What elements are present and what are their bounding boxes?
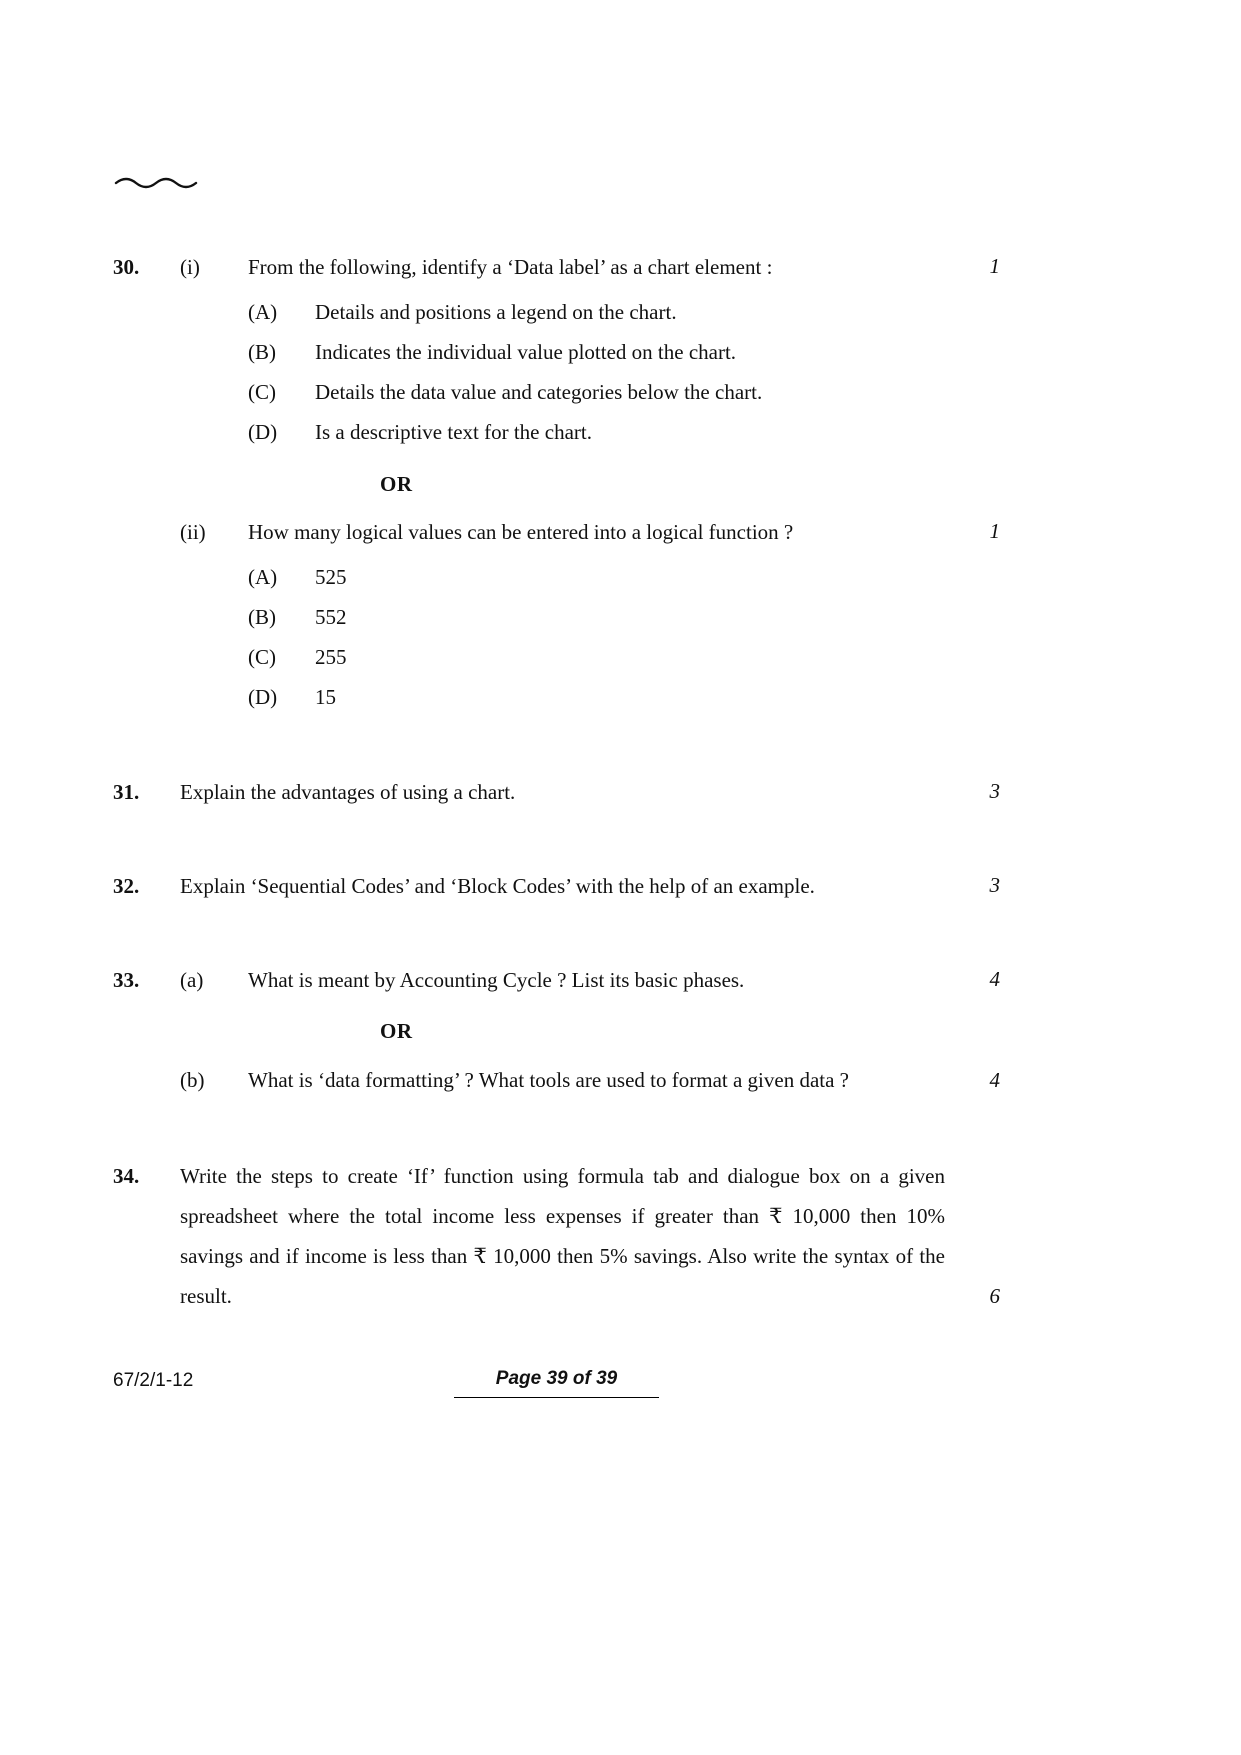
option-text: Indicates the individual value plotted on the chart. <box>315 340 737 364</box>
options-list <box>248 292 1000 452</box>
question-30-part-ii <box>113 513 1000 717</box>
question-32 <box>113 867 1000 905</box>
question-30-part-i <box>113 248 1000 452</box>
question-text: From the following, identify a ‘Data label’ as a chart element : <box>248 255 773 279</box>
option-label: (D) <box>248 685 278 709</box>
question-31 <box>113 773 1000 811</box>
page-footer <box>113 1368 1000 1398</box>
question-number: 31. <box>113 780 140 804</box>
marks-value: 6 <box>989 1284 1000 1308</box>
or-separator: OR <box>380 472 413 496</box>
option-b <box>248 332 1000 372</box>
question-number: 34. <box>113 1164 140 1188</box>
question-number: 30. <box>113 255 140 279</box>
part-label: (a) <box>180 968 204 992</box>
option-a <box>248 292 1000 332</box>
option-text: 255 <box>315 645 347 669</box>
question-text: How many logical values can be entered into a logical function ? <box>248 520 794 544</box>
question-text: Write the steps to create ‘If’ function using formula tab and dialogue box on a given spreadsheet where the total income less expenses if greater than ₹ 10,000 then 10% savings and if income is less than ₹ 10,000 then 5% savings. Also write the syntax of the result. <box>180 1164 945 1308</box>
page-number: Page 39 of 39 <box>454 1368 659 1398</box>
marks-value: 3 <box>989 779 1000 803</box>
question-text: Explain the advantages of using a chart. <box>180 780 516 804</box>
marks-value: 4 <box>989 1068 1000 1092</box>
marks-value: 1 <box>989 254 1000 278</box>
option-label: (C) <box>248 645 276 669</box>
question-number: 33. <box>113 968 140 992</box>
option-text: 525 <box>315 565 347 589</box>
question-text: Explain ‘Sequential Codes’ and ‘Block Codes’ with the help of an example. <box>180 874 815 898</box>
option-b <box>248 597 1000 637</box>
option-label: (B) <box>248 605 276 629</box>
options-list <box>248 557 1000 717</box>
option-label: (A) <box>248 565 278 589</box>
option-d <box>248 412 1000 452</box>
marks-value: 1 <box>989 519 1000 543</box>
or-separator: OR <box>380 1019 413 1043</box>
exam-page-content <box>113 0 1000 1316</box>
option-text: Details and positions a legend on the chart. <box>315 300 677 324</box>
option-c <box>248 372 1000 412</box>
option-text: 15 <box>315 685 336 709</box>
part-label: (i) <box>180 255 200 279</box>
option-label: (A) <box>248 300 278 324</box>
option-d <box>248 677 1000 717</box>
page-number-wrap <box>113 1368 1000 1398</box>
option-a <box>248 557 1000 597</box>
question-33 <box>113 961 1000 1100</box>
question-number: 32. <box>113 874 140 898</box>
paper-code: 67/2/1-12 <box>113 1370 194 1391</box>
wavy-line-icon <box>113 174 1000 192</box>
question-34 <box>113 1156 1000 1316</box>
marks-value: 4 <box>989 967 1000 991</box>
question-33-part-a <box>113 961 1000 999</box>
option-text: 552 <box>315 605 347 629</box>
option-label: (B) <box>248 340 276 364</box>
option-label: (D) <box>248 420 278 444</box>
part-label: (ii) <box>180 520 206 544</box>
marks-value: 3 <box>989 873 1000 897</box>
option-text: Is a descriptive text for the chart. <box>315 420 592 444</box>
question-30 <box>113 248 1000 717</box>
part-label: (b) <box>180 1068 205 1092</box>
option-label: (C) <box>248 380 276 404</box>
question-33-part-b <box>113 1060 1000 1100</box>
option-text: Details the data value and categories below the chart. <box>315 380 763 404</box>
question-text: What is ‘data formatting’ ? What tools are used to format a given data ? <box>248 1068 850 1092</box>
option-c <box>248 637 1000 677</box>
question-text: What is meant by Accounting Cycle ? List its basic phases. <box>248 968 745 992</box>
